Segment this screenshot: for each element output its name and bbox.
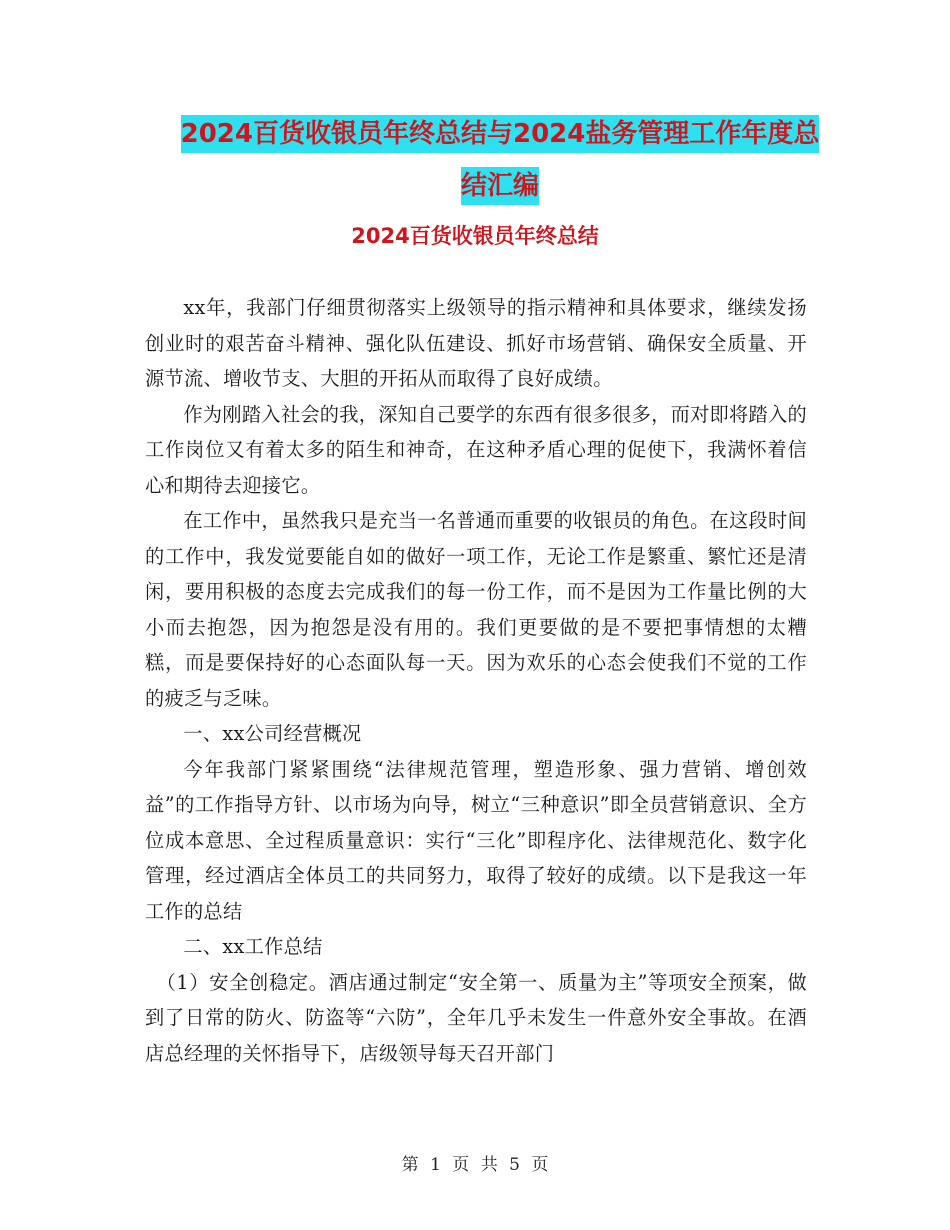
document-body <box>145 290 807 1071</box>
document-title-line1: 2024百货收银员年终总结与2024盐务管理工作年度总 <box>181 115 820 153</box>
section-title: 2024百货收银员年终总结 <box>351 224 599 248</box>
paragraph-3: 在工作中，虽然我只是充当一名普通而重要的收银员的角色。在这段时间的工作中，我发觉要能自如的做好一项工作，无论工作是繁重、繁忙还是清闲，要用积极的态度去完成我们的每一份工作，而不是因为工作量比例的大小而去抱怨，因为抱怨是没有用的。我们更要做的是不要把事情想的太糟糕，而是要保持好的心态面队每一天。因为欢乐的心态会使我们不觉的工作的疲乏与乏味。 <box>145 509 807 710</box>
page-number-footer: 第 1 页 共 5 页 <box>401 1155 549 1175</box>
heading-company-overview: 一、xx公司经营概况 <box>183 722 362 745</box>
paragraph-1: xx年，我部门仔细贯彻落实上级领导的指示精神和具体要求，继续发扬创业时的艰苦奋斗精神、强化队伍建设、抓好市场营销、确保安全质量、开源节流、增收节支、大胆的开拓从而取得了良好成绩。 <box>145 296 807 390</box>
heading-work-summary: 二、xx工作总结 <box>183 935 323 958</box>
paragraph-4: 今年我部门紧紧围绕“法律规范管理，塑造形象、强力营销、增创效益”的工作指导方针、以市场为向导，树立“三种意识”即全员营销意识、全方位成本意思、全过程质量意识：实行“三化”即程序化、法律规范化、数字化管理，经过酒店全体员工的共同努力，取得了较好的成绩。以下是我这一年工作的总结 <box>145 757 807 923</box>
document-title-line2: 结汇编 <box>461 167 539 205</box>
paragraph-5: （1）安全创稳定。酒店通过制定“安全第一、质量为主”等项安全预案，做到了日常的防火、防盗等“六防”，全年几乎未发生一件意外安全事故。在酒店总经理的关怀指导下，店级领导每天召开部门 <box>145 970 807 1065</box>
paragraph-2: 作为刚踏入社会的我，深知自己要学的东西有很多很多，而对即将踏入的工作岗位又有着太多的陌生和神奇，在这种矛盾心理的促使下，我满怀着信心和期待去迎接它。 <box>145 402 807 497</box>
document-title <box>120 108 880 212</box>
